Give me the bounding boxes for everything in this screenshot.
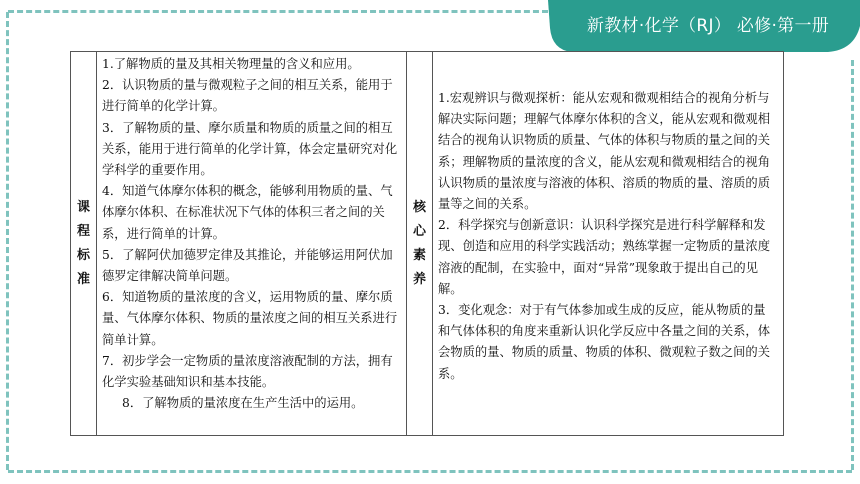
standard-item: 7．初步学会一定物质的量浓度溶液配制的方法，拥有化学实验基础知识和基本技能。 — [102, 353, 393, 390]
header-banner — [548, 0, 860, 54]
label-char: 核 — [412, 199, 426, 215]
standards-content — [97, 52, 407, 436]
label-char: 养 — [412, 271, 426, 287]
label-core-literacy — [407, 52, 433, 436]
standard-item: 8．了解物质的量浓度在生产生活中的运用。 — [122, 396, 364, 411]
label-char: 标 — [76, 247, 90, 263]
standard-item: 6．知道物质的量浓度的含义，运用物质的量、摩尔质量、气体摩尔体积、物质的量浓度之间的相互关系进行简单计算。 — [102, 290, 398, 347]
standard-item: 4．知道气体摩尔体积的概念，能够利用物质的量、气体摩尔体积、在标准状况下气体的体积三者之间的关系，进行简单的计算。 — [102, 184, 393, 241]
right-dashed-border — [851, 60, 854, 470]
label-char: 课 — [76, 199, 90, 215]
literacy-item: 2．科学探究与创新意识：认识科学探究是进行科学解释和发现、创造和应用的科学实践活动；熟练掌握一定物质的量浓度溶液的配制，在实验中，面对“异常”现象敢于提出自己的见解。 — [438, 218, 771, 296]
label-curriculum-standards — [71, 52, 97, 436]
bottom-dashed-border — [8, 470, 852, 473]
standard-item: 1.了解物质的量及其相关物理量的含义和应用。 — [102, 57, 360, 71]
standard-item: 2．认识物质的量与微观粒子之间的相互关系，能用于进行简单的化学计算。 — [102, 78, 393, 114]
standard-item: 3．了解物质的量、摩尔质量和物质的质量之间的相互关系，能用于进行简单的化学计算，体会定量研究对化学科学的重要作用。 — [102, 120, 398, 178]
literacy-item: 3．变化观念：对于有气体参加或生成的反应，能从物质的量和气体体积的角度来重新认识化学反应中各量之间的关系，体会物质的量、物质的质量、物质的体积、微观粒子数之间的关系。 — [438, 303, 771, 381]
standards-table — [70, 51, 784, 436]
label-char: 准 — [76, 271, 90, 287]
standard-item: 5．了解阿伏加德罗定律及其推论，并能够运用阿伏加德罗定律解决简单问题。 — [102, 247, 393, 284]
literacy-content — [433, 52, 784, 436]
left-dashed-border — [6, 12, 9, 470]
literacy-item: 1.宏观辨识与微观探析：能从宏观和微观相结合的视角分析与解决实际问题；理解气体摩尔体积的含义，能从宏观和微观相结合的视角认识物质的质量、气体的体积与物质的量之间的关系；理解物质的量浓度的含义，能从宏观和微观相结合的视角认识物质的量浓度与溶液的体积、溶质的物质的量、溶质的质量等之间的关系。 — [438, 91, 771, 212]
label-char: 程 — [76, 223, 90, 239]
table-row — [71, 52, 784, 436]
label-char: 素 — [412, 247, 426, 263]
label-char: 心 — [412, 223, 426, 239]
top-dashed-border — [8, 10, 548, 13]
banner-title: 新教材·化学（RJ） 必修·第一册 — [586, 16, 830, 36]
